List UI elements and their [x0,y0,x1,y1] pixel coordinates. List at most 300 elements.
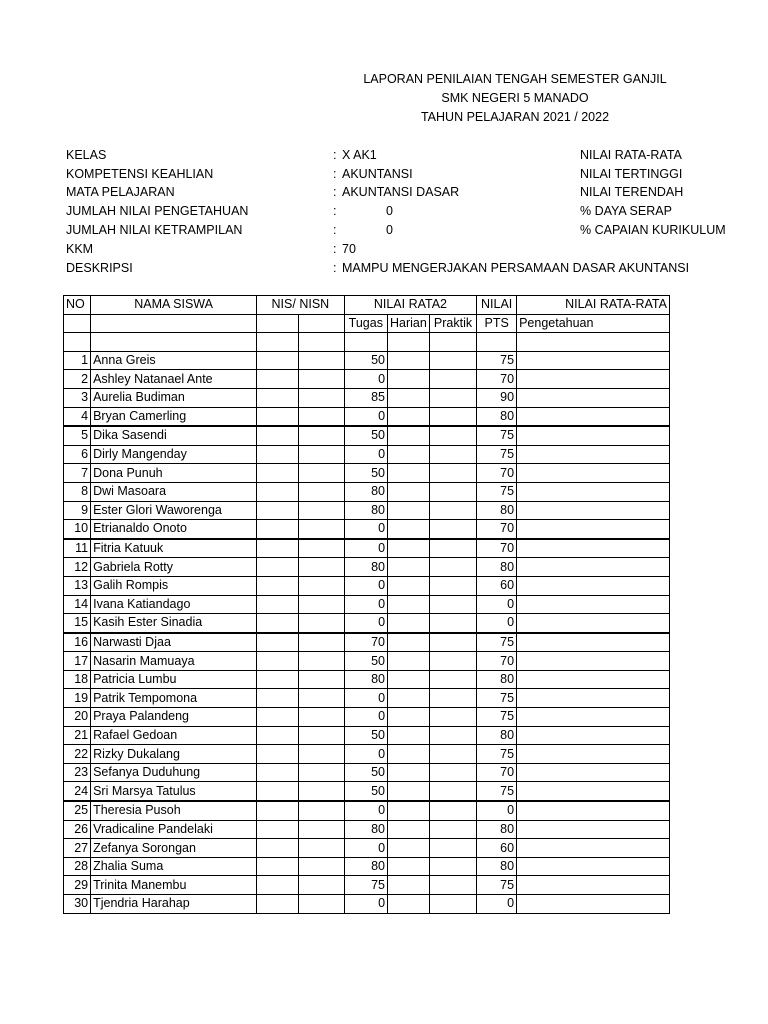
row-praktik [429,426,476,445]
row-nisn [298,482,344,501]
row-pengetahuan [517,876,670,895]
kompetensi-value: AKUNTANSI [342,167,413,181]
row-no: 23 [64,763,91,782]
row-nis [257,820,299,839]
row-praktik [429,689,476,708]
row-tugas: 0 [344,614,387,633]
row-pengetahuan [517,407,670,426]
table-row [64,801,670,820]
row-tugas: 50 [344,426,387,445]
table-row [64,839,670,858]
table-row [64,876,670,895]
row-tugas: 80 [344,820,387,839]
row-pengetahuan [517,895,670,914]
row-no: 28 [64,857,91,876]
table-row [64,689,670,708]
row-pts: 70 [477,520,517,539]
row-nama: Ashley Natanael Ante [91,370,257,389]
row-nis [257,652,299,671]
row-praktik [429,857,476,876]
row-nisn [298,388,344,407]
row-tugas: 50 [344,652,387,671]
row-nis [257,895,299,914]
row-nisn [298,689,344,708]
row-no: 16 [64,633,91,652]
grade-table-viewport [63,295,670,917]
row-tugas: 0 [344,839,387,858]
row-nama: Narwasti Djaa [91,633,257,652]
row-tugas: 0 [344,895,387,914]
row-no: 14 [64,595,91,614]
row-no: 5 [64,426,91,445]
row-pts: 75 [477,445,517,464]
row-nama: Bryan Camerling [91,407,257,426]
row-no: 6 [64,445,91,464]
header-tugas: Tugas [344,314,387,333]
row-no: 18 [64,670,91,689]
report-title: LAPORAN PENILAIAN TENGAH SEMESTER GANJIL [363,72,667,86]
row-nisn [298,670,344,689]
table-row [64,445,670,464]
row-praktik [429,839,476,858]
row-nama: Patricia Lumbu [91,670,257,689]
row-nis [257,351,299,370]
row-harian [388,633,430,652]
row-nis [257,689,299,708]
row-nisn [298,445,344,464]
row-harian [388,388,430,407]
row-nama: Theresia Pusoh [91,801,257,820]
row-pts: 75 [477,351,517,370]
table-row [64,558,670,577]
school-name: SMK NEGERI 5 MANADO [441,91,589,105]
stat-tertinggi-label: NILAI TERTINGGI [580,167,683,181]
row-nama: Ester Glori Waworenga [91,501,257,520]
row-pengetahuan [517,708,670,727]
row-nama: Etrianaldo Onoto [91,520,257,539]
row-pengetahuan [517,388,670,407]
row-nama: Patrik Tempomona [91,689,257,708]
row-harian [388,801,430,820]
row-harian [388,782,430,801]
row-pengetahuan [517,426,670,445]
header-no: NO [64,296,91,315]
row-tugas: 50 [344,464,387,483]
row-praktik [429,614,476,633]
row-nisn [298,726,344,745]
row-nisn [298,895,344,914]
row-tugas: 85 [344,388,387,407]
row-harian [388,576,430,595]
jml-ketrampilan-value: 0 [386,223,393,237]
row-pts: 75 [477,482,517,501]
row-harian [388,595,430,614]
table-empty-row [64,333,670,352]
row-nama: Aurelia Budiman [91,388,257,407]
row-tugas: 80 [344,558,387,577]
row-pengetahuan [517,801,670,820]
table-row [64,520,670,539]
row-no: 15 [64,614,91,633]
table-row [64,388,670,407]
row-pengetahuan [517,351,670,370]
row-praktik [429,876,476,895]
deskripsi-colon: : [333,261,337,275]
row-nisn [298,464,344,483]
row-praktik [429,407,476,426]
row-nis [257,501,299,520]
row-harian [388,501,430,520]
row-praktik [429,782,476,801]
row-nama: Ivana Katiandago [91,595,257,614]
row-tugas: 0 [344,745,387,764]
row-praktik [429,726,476,745]
row-nisn [298,351,344,370]
row-nis [257,857,299,876]
row-no: 27 [64,839,91,858]
row-praktik [429,670,476,689]
row-harian [388,351,430,370]
row-no: 29 [64,876,91,895]
row-tugas: 80 [344,482,387,501]
row-pts: 75 [477,745,517,764]
row-nis [257,426,299,445]
row-nama: Trinita Manembu [91,876,257,895]
row-praktik [429,464,476,483]
row-praktik [429,370,476,389]
row-harian [388,370,430,389]
row-harian [388,839,430,858]
row-pengetahuan [517,782,670,801]
jml-pengetahuan-value: 0 [386,204,393,218]
row-no: 10 [64,520,91,539]
row-harian [388,857,430,876]
row-harian [388,670,430,689]
row-nisn [298,426,344,445]
row-pts: 70 [477,370,517,389]
table-row [64,539,670,558]
row-pengetahuan [517,464,670,483]
table-row [64,370,670,389]
jml-pengetahuan-label: JUMLAH NILAI PENGETAHUAN [66,204,249,218]
row-nama: Kasih Ester Sinadia [91,614,257,633]
row-pts: 0 [477,895,517,914]
row-pengetahuan [517,633,670,652]
row-no: 13 [64,576,91,595]
jml-ketrampilan-colon: : [333,223,337,237]
row-nisn [298,539,344,558]
table-row [64,407,670,426]
row-no: 30 [64,895,91,914]
row-tugas: 80 [344,857,387,876]
row-tugas: 0 [344,595,387,614]
row-tugas: 50 [344,726,387,745]
row-pts: 75 [477,689,517,708]
row-pts: 70 [477,464,517,483]
row-nama: Nasarin Mamuaya [91,652,257,671]
row-no: 7 [64,464,91,483]
row-no: 3 [64,388,91,407]
row-nis [257,839,299,858]
row-nisn [298,501,344,520]
row-tugas: 50 [344,351,387,370]
row-pengetahuan [517,839,670,858]
row-tugas: 50 [344,763,387,782]
row-nisn [298,708,344,727]
row-praktik [429,539,476,558]
row-nama: Sefanya Duduhung [91,763,257,782]
row-pengetahuan [517,820,670,839]
row-harian [388,482,430,501]
row-no: 12 [64,558,91,577]
row-nis [257,558,299,577]
row-nisn [298,614,344,633]
kelas-value: X AK1 [342,148,377,162]
table-row [64,614,670,633]
header-praktik: Praktik [429,314,476,333]
table-row [64,576,670,595]
row-nis [257,407,299,426]
row-no: 17 [64,652,91,671]
header-harian: Harian [388,314,430,333]
row-harian [388,689,430,708]
row-no: 20 [64,708,91,727]
jml-ketrampilan-label: JUMLAH NILAI KETRAMPILAN [66,223,243,237]
kkm-value: 70 [342,242,356,256]
deskripsi-label: DESKRIPSI [66,261,133,275]
row-pts: 80 [477,820,517,839]
row-nisn [298,782,344,801]
row-pts: 70 [477,763,517,782]
row-pengetahuan [517,576,670,595]
row-no: 9 [64,501,91,520]
row-no: 24 [64,782,91,801]
row-tugas: 0 [344,520,387,539]
row-harian [388,820,430,839]
row-harian [388,895,430,914]
row-praktik [429,351,476,370]
table-row [64,501,670,520]
stat-rata-label: NILAI RATA-RATA [580,148,682,162]
row-pts: 80 [477,670,517,689]
row-nisn [298,558,344,577]
row-praktik [429,633,476,652]
row-no: 25 [64,801,91,820]
row-nama: Dwi Masoara [91,482,257,501]
row-pengetahuan [517,501,670,520]
row-pengetahuan [517,370,670,389]
row-harian [388,708,430,727]
row-pts: 80 [477,501,517,520]
row-nisn [298,370,344,389]
row-pengetahuan [517,726,670,745]
row-nis [257,745,299,764]
row-pengetahuan [517,539,670,558]
row-pengetahuan [517,670,670,689]
row-harian [388,745,430,764]
row-nisn [298,801,344,820]
row-pts: 75 [477,633,517,652]
table-row [64,820,670,839]
grade-table [63,295,670,914]
table-row [64,857,670,876]
row-no: 22 [64,745,91,764]
row-nama: Gabriela Rotty [91,558,257,577]
row-nisn [298,857,344,876]
row-nis [257,633,299,652]
table-row [64,595,670,614]
row-nis [257,576,299,595]
row-nisn [298,576,344,595]
row-no: 1 [64,351,91,370]
row-tugas: 0 [344,539,387,558]
row-nis [257,388,299,407]
row-no: 26 [64,820,91,839]
row-pts: 75 [477,782,517,801]
row-harian [388,558,430,577]
row-tugas: 0 [344,576,387,595]
row-praktik [429,520,476,539]
row-pts: 0 [477,801,517,820]
header-nilai-rata2: NILAI RATA2 [344,296,477,315]
row-harian [388,876,430,895]
row-harian [388,464,430,483]
row-pts: 0 [477,614,517,633]
row-tugas: 50 [344,782,387,801]
row-no: 2 [64,370,91,389]
row-praktik [429,501,476,520]
row-praktik [429,445,476,464]
row-tugas: 0 [344,708,387,727]
table-row [64,782,670,801]
table-row [64,426,670,445]
table-row [64,652,670,671]
row-nis [257,614,299,633]
row-pts: 80 [477,857,517,876]
row-nama: Dika Sasendi [91,426,257,445]
row-praktik [429,745,476,764]
row-harian [388,763,430,782]
table-header-row [64,296,670,315]
row-pts: 75 [477,876,517,895]
header-pengetahuan: Pengetahuan [517,314,670,333]
row-nis [257,670,299,689]
header-nilai-rata-rata: NILAI RATA-RATA [517,296,670,315]
row-nama: Dirly Mangenday [91,445,257,464]
row-nisn [298,633,344,652]
row-praktik [429,763,476,782]
row-tugas: 75 [344,876,387,895]
row-nis [257,445,299,464]
table-body [64,351,670,913]
row-nama: Galih Rompis [91,576,257,595]
kelas-label: KELAS [66,148,107,162]
row-pts: 70 [477,539,517,558]
table-row [64,763,670,782]
table-row [64,726,670,745]
row-harian [388,520,430,539]
table-subheader-row [64,314,670,333]
row-nama: Anna Greis [91,351,257,370]
mapel-colon: : [333,185,337,199]
table-row [64,670,670,689]
mapel-label: MATA PELAJARAN [66,185,175,199]
school-year: TAHUN PELAJARAN 2021 / 2022 [420,110,610,124]
row-nisn [298,839,344,858]
row-nisn [298,407,344,426]
row-praktik [429,482,476,501]
row-nis [257,539,299,558]
row-pengetahuan [517,614,670,633]
row-nama: Zefanya Sorongan [91,839,257,858]
row-pengetahuan [517,558,670,577]
row-pts: 75 [477,708,517,727]
table-row [64,482,670,501]
row-nisn [298,876,344,895]
row-nama: Tjendria Harahap [91,895,257,914]
row-pts: 70 [477,652,517,671]
row-harian [388,652,430,671]
table-row [64,708,670,727]
row-tugas: 0 [344,445,387,464]
kompetensi-colon: : [333,167,337,181]
row-no: 8 [64,482,91,501]
row-pts: 80 [477,558,517,577]
kkm-label: KKM [66,242,94,256]
stat-daya-serap-label: % DAYA SERAP [580,204,672,218]
header-nilai: NILAI [477,296,517,315]
row-pengetahuan [517,745,670,764]
row-nisn [298,595,344,614]
deskripsi-value: MAMPU MENGERJAKAN PERSAMAAN DASAR AKUNTANSI [342,261,690,275]
row-nis [257,801,299,820]
row-no: 11 [64,539,91,558]
table-row [64,895,670,914]
row-nis [257,520,299,539]
header-pts: PTS [477,314,517,333]
row-harian [388,726,430,745]
row-nisn [298,652,344,671]
row-harian [388,445,430,464]
row-pengetahuan [517,689,670,708]
row-praktik [429,558,476,577]
row-pts: 0 [477,595,517,614]
row-pengetahuan [517,520,670,539]
row-nisn [298,520,344,539]
row-praktik [429,801,476,820]
row-praktik [429,652,476,671]
row-nama: Zhalia Suma [91,857,257,876]
row-pengetahuan [517,445,670,464]
row-praktik [429,820,476,839]
row-tugas: 0 [344,689,387,708]
row-praktik [429,576,476,595]
row-pengetahuan [517,763,670,782]
row-nisn [298,745,344,764]
row-nama: Dona Punuh [91,464,257,483]
kkm-colon: : [333,242,337,256]
row-nama: Vradicaline Pandelaki [91,820,257,839]
row-praktik [429,595,476,614]
table-row [64,745,670,764]
row-nis [257,763,299,782]
row-tugas: 0 [344,370,387,389]
kompetensi-label: KOMPETENSI KEAHLIAN [66,167,214,181]
row-nis [257,464,299,483]
table-row [64,633,670,652]
row-harian [388,426,430,445]
row-no: 4 [64,407,91,426]
